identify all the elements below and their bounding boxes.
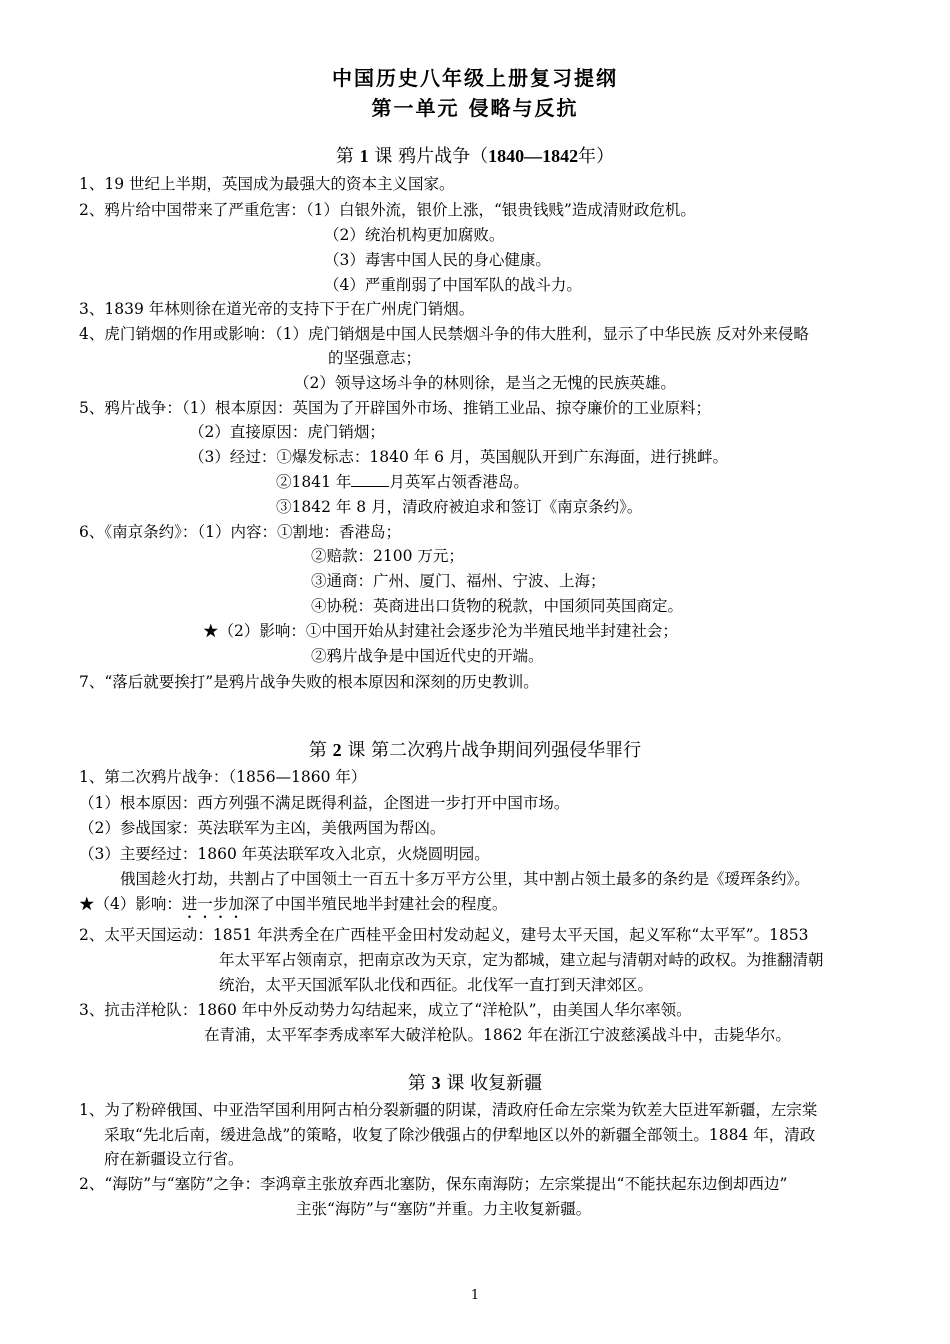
lesson-2-line: 俄国趁火打劫，共割占了中国领土一百五十多万平方公里，其中割占领土最多的条约是《瑷珲条约》。	[120, 870, 810, 888]
lesson-1-line: （4）严重削弱了中国军队的战斗力。	[324, 276, 582, 294]
lesson-1-line: 的坚强意志；	[328, 349, 422, 367]
lesson-2-line: 在青浦，太平军李秀成率军大破洋枪队。1862 年在浙江宁波慈溪战斗中，击毙华尔。	[204, 1026, 791, 1044]
lesson-1-line: （2）统治机构更加腐败。	[324, 226, 505, 244]
document-title: 中国历史八年级上册复习提纲	[332, 66, 618, 90]
lesson-1-line: （2）领导这场斗争的林则徐，是当之无愧的民族英雄。	[294, 374, 676, 392]
lesson-1-line: 7、“落后就要挨打”是鸦片战争失败的根本原因和深刻的历史教训。	[79, 673, 539, 691]
lesson-2-line: （3）主要经过：1860 年英法联军攻入北京，火烧圆明园。	[79, 845, 490, 863]
lesson-2-line: ★（4）影响：进一步加深了中国半殖民地半封建社会的程度。	[79, 895, 508, 913]
lesson-3-line: 主张“海防”与“塞防”并重。力主收复新疆。	[296, 1200, 592, 1218]
lesson-1-line: 5、鸦片战争：（1）根本原因：英国为了开辟国外市场、推销工业品、掠夺廉价的工业原料；	[79, 399, 711, 417]
lesson-1-line: （3）毒害中国人民的身心健康。	[324, 251, 551, 269]
lesson-2-line: 1、第二次鸦片战争：（1856—1860 年）	[79, 768, 367, 786]
lesson-3-heading: 第 3 课 收复新疆	[407, 1073, 543, 1094]
lesson-1-line: （3）经过：①爆发标志：1840 年 6 月，英国舰队开到广东海面，进行挑衅。	[189, 448, 728, 466]
unit-title: 第一单元 侵略与反抗	[371, 96, 579, 120]
page-number: 1	[470, 1288, 480, 1303]
lesson-2-heading: 第 2 课 第二次鸦片战争期间列强侵华罪行	[308, 740, 642, 761]
lesson-2-line: 2、太平天国运动：1851 年洪秀全在广西桂平金田村发动起义，建号太平天国，起义军称“太平军”。1853	[79, 926, 809, 944]
lesson-1-line: 1、19 世纪上半期，英国成为最强大的资本主义国家。	[79, 175, 455, 193]
lesson-1-heading: 第 1 课 鸦片战争（1840—1842年）	[335, 146, 615, 167]
lesson-2-line: （1）根本原因：西方列强不满足既得利益，企图进一步打开中国市场。	[79, 794, 570, 812]
fill-in-blank	[351, 472, 389, 487]
lesson-3-line: 府在新疆设立行省。	[104, 1150, 244, 1168]
lesson-1-line: ②1841 年 月英军占领香港岛。	[276, 473, 529, 491]
lesson-1-line: ④协税：英商进出口货物的税款，中国须同英国商定。	[311, 597, 684, 615]
lesson-1-line: 2、鸦片给中国带来了严重危害：（1）白银外流，银价上涨，“银贵钱贱”造成清财政危机。	[79, 201, 696, 219]
lesson-1-line: （2）直接原因：虎门销烟；	[189, 423, 385, 441]
lesson-1-line: ②赔款：2100 万元；	[311, 547, 464, 565]
lesson-3-line: 采取“先北后南，缓进急战”的策略，收复了除沙俄强占的伊犁地区以外的新疆全部领土。1884 年，清政	[104, 1126, 816, 1144]
lesson-2-line: （2）参战国家：英法联军为主凶，美俄两国为帮凶。	[79, 819, 446, 837]
lesson-1-line: 4、虎门销烟的作用或影响：（1）虎门销烟是中国人民禁烟斗争的伟大胜利，显示了中华民族 反对外来侵略	[79, 325, 809, 343]
lesson-1-line: ★（2）影响：①中国开始从封建社会逐步沦为半殖民地半封建社会；	[203, 622, 678, 640]
lesson-3-line: 1、为了粉碎俄国、中亚浩罕国利用阿古柏分裂新疆的阴谋，清政府任命左宗棠为钦差大臣进军新疆，左宗棠	[79, 1101, 818, 1119]
lesson-1-line: ③通商：广州、厦门、福州、宁波、上海；	[311, 572, 606, 590]
lesson-2-line: 统治，太平天国派军队北伐和西征。北伐军一直打到天津郊区。	[219, 976, 654, 994]
lesson-1-line: ②鸦片战争是中国近代史的开端。	[311, 647, 544, 665]
lesson-2-line: 年太平军占领南京，把南京改为天京，定为都城，建立起与清朝对峙的政权。为推翻清朝	[219, 951, 824, 969]
lesson-3-line: 2、“海防”与“塞防”之争：李鸿章主张放弃西北塞防，保东南海防；左宗棠提出“不能扶起东边倒却西边”	[79, 1175, 788, 1193]
emphasized-text: 进一步加	[181, 895, 244, 913]
lesson-1-line: ③1842 年 8 月，清政府被迫求和签订《南京条约》。	[276, 498, 643, 516]
lesson-1-line: 3、1839 年林则徐在道光帝的支持下于在广州虎门销烟。	[79, 300, 475, 318]
lesson-2-line: 3、抗击洋枪队：1860 年中外反动势力勾结起来，成立了“洋枪队”，由美国人华尔率领。	[79, 1001, 692, 1019]
lesson-1-line: 6、《南京条约》：（1）内容：①割地：香港岛；	[79, 523, 401, 541]
